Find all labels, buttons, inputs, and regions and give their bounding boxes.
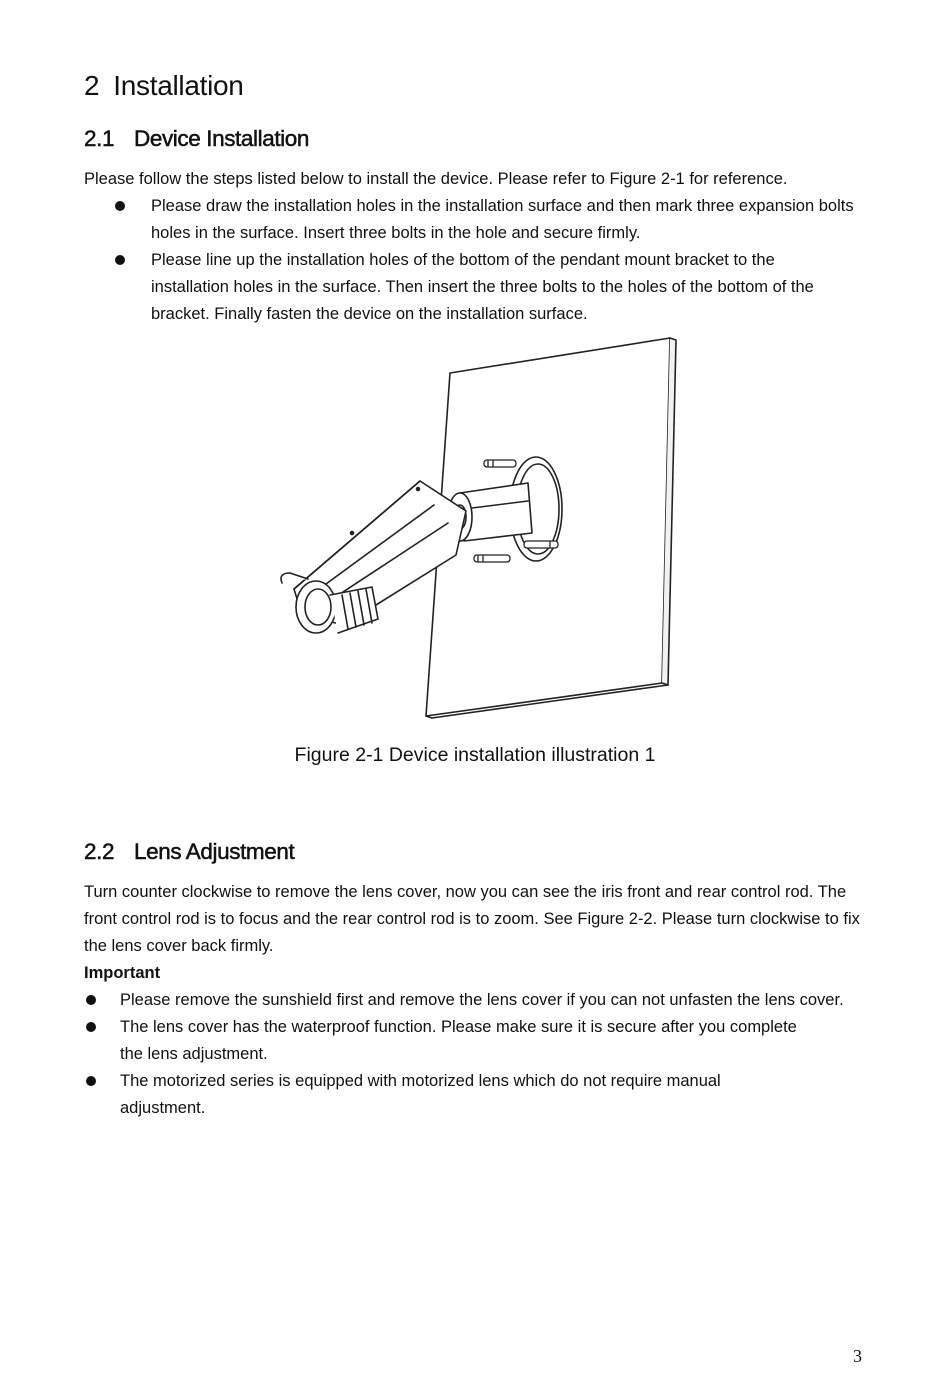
chapter-title: Installation: [113, 70, 244, 101]
list-item-text: Please line up the installation holes of the bottom of the pendant mount bracket to the installation holes in the surface. Then insert the three bolts to the holes of the bottom of the bracket. Finally fasten the device on the installation surface.: [151, 251, 814, 323]
list-item: [115, 247, 855, 328]
section-title: Lens Adjustment: [134, 839, 295, 864]
lens-barrel: [330, 587, 378, 633]
bullet-icon: [86, 995, 96, 1005]
section-heading-device-installation: [84, 126, 309, 152]
important-label: Important: [84, 964, 161, 982]
section-number: 2.1: [84, 126, 115, 151]
housing-screw: [417, 488, 420, 491]
section-number: 2.2: [84, 839, 115, 864]
chapter-number: 2: [84, 70, 100, 101]
list-item: [84, 987, 874, 1014]
section-heading-lens-adjustment: [84, 839, 294, 865]
wall-panel-corner: [426, 716, 432, 718]
section-title: Device Installation: [134, 126, 309, 151]
list-item-text: The lens cover has the waterproof function. Please make sure it is secure after you complete the lens adjustment.: [120, 1018, 797, 1063]
bullet-icon: [86, 1076, 96, 1086]
bolt-top: [484, 460, 516, 467]
page-number: 3: [853, 1346, 862, 1366]
housing-screw: [351, 532, 354, 535]
bolt-right: [524, 541, 558, 548]
list-item-text: Please remove the sunshield first and remove the lens cover if you can not unfasten the lens cover.: [120, 991, 844, 1009]
list-item: [84, 1068, 874, 1122]
device-installation-steps: [115, 193, 855, 328]
bullet-icon: [86, 1022, 96, 1032]
device-installation-illustration: [238, 333, 706, 725]
bullet-icon: [115, 255, 125, 265]
bullet-icon: [115, 201, 125, 211]
list-item-text: Please draw the installation holes in the installation surface and then mark three expansion bolts holes in the surface. Insert three bolts in the hole and secure firmly.: [151, 197, 854, 242]
bolt-bottom: [474, 555, 510, 562]
figure-caption: Figure 2-1 Device installation illustration 1: [294, 744, 656, 766]
device-installation-intro: Please follow the steps listed below to install the device. Please refer to Figure 2-1 for reference.: [84, 170, 788, 188]
list-item: [84, 1014, 874, 1068]
lens-adjustment-body: Turn counter clockwise to remove the lens cover, now you can see the iris front and rear control rod. The front control rod is to focus and the rear control rod is to zoom. See Figure 2-2. Please turn clockwise to fix the lens cover back firmly.: [84, 883, 860, 955]
lens-adjustment-notes: [84, 987, 874, 1122]
list-item: [115, 193, 855, 247]
chapter-heading: [84, 70, 244, 102]
list-item-text: The motorized series is equipped with motorized lens which do not require manual adjustment.: [120, 1072, 721, 1117]
